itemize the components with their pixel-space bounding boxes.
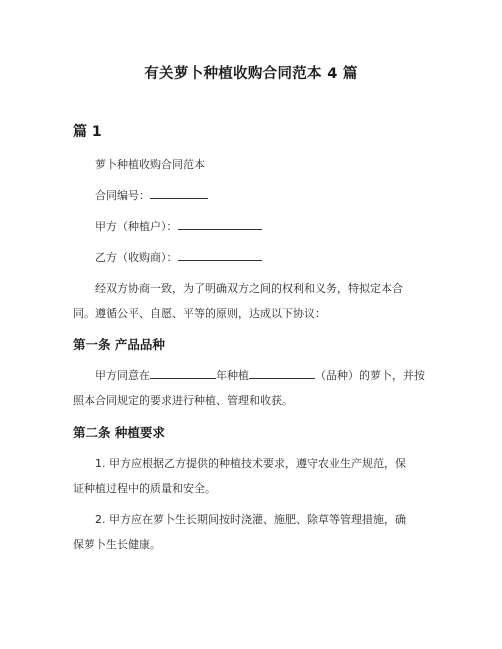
party-a-blank [178,218,262,230]
article-2-item-2-line-1: 2. 甲方应在萝卜生长期间按时浇灌、施肥、除草等管理措施，确 [95,513,406,526]
article-1-line-1 [95,367,425,383]
intro-line-2: 同。遵循公平、自愿、平等的原则，达成以下协议： [73,307,326,320]
party-b-label: 乙方（收购商）： [95,251,178,264]
intro-line-1: 经双方协商一致，为了明确双方之间的权利和义务，特拟定本合 [95,282,403,295]
article-1-text-a: 甲方同意在 [95,369,150,382]
party-a-label: 甲方（种植户）： [95,220,178,233]
section-heading: 篇 1 [73,124,102,140]
article-2-item-2-line-2: 保萝卜生长健康。 [73,538,161,551]
contract-name: 萝卜种植收购合同范本 [95,158,205,171]
contract-number-blank [150,187,208,199]
article-1-heading: 第一条 产品品种 [73,337,165,352]
year-blank [150,367,216,379]
article-2-item-1-line-1: 1. 甲方应根据乙方提供的种植技术要求，遵守农业生产规范，保 [95,457,406,470]
contract-number-label: 合同编号： [95,189,150,202]
document-title: 有关萝卜种植收购合同范本 4 篇 [144,66,358,82]
party-a-field [95,218,262,234]
article-1-text-c: （品种）的萝卜，并按 [315,369,425,382]
variety-blank [249,367,315,379]
article-1-line-2: 照本合同规定的要求进行种植、管理和收获。 [73,394,293,407]
party-b-blank [178,249,262,261]
article-1-text-b: 年种植 [216,369,249,382]
article-2-item-1-line-2: 证种植过程中的质量和安全。 [73,482,216,495]
article-2-heading: 第二条 种植要求 [73,425,165,440]
contract-number-field [95,187,208,203]
party-b-field [95,249,262,265]
